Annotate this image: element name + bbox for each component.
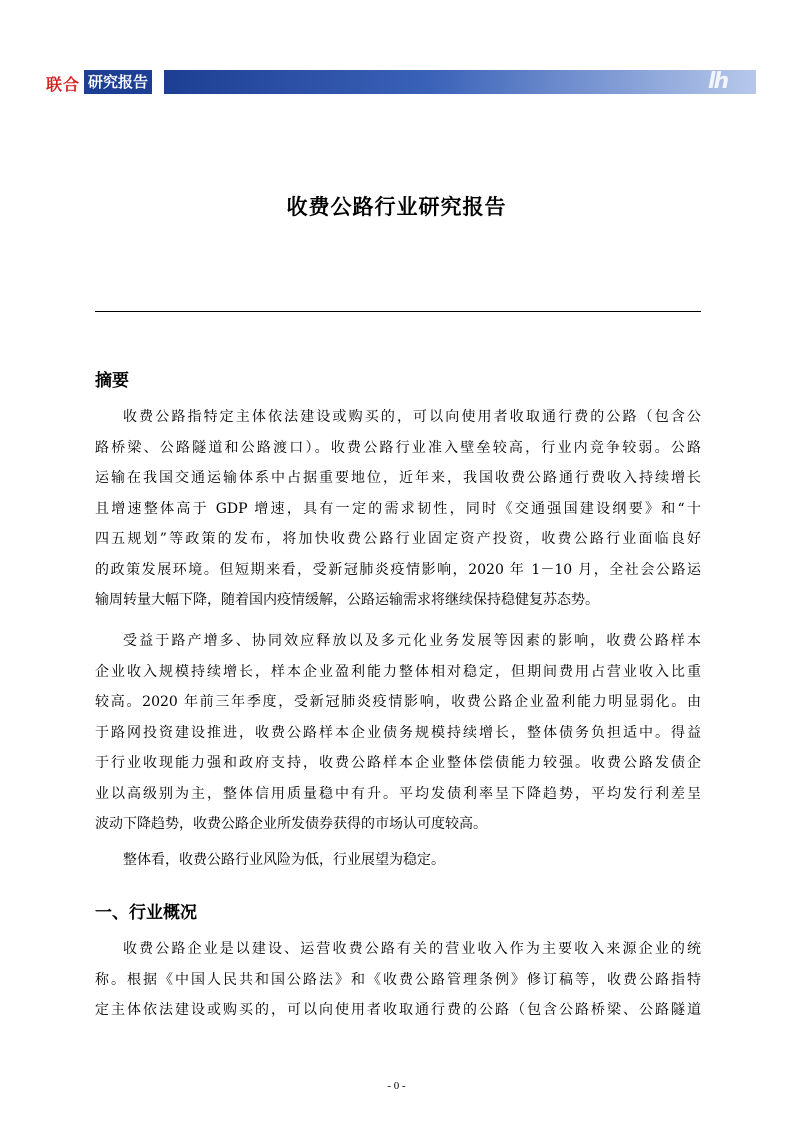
text-line: 路桥梁、公路隧道和公路渡口）。收费公路行业准入壁垒较高，行业内竞争较弱。公路	[95, 439, 701, 456]
text-line: 于行业收现能力强和政府支持，收费公路样本企业整体偿债能力较强。收费公路发债企	[95, 755, 701, 771]
abstract-heading: 摘要	[95, 371, 129, 391]
company-logo-icon: lh	[708, 69, 728, 94]
text-line: 运输在我国交通运输体系中占据重要地位，近年来，我国收费公路通行费收入持续增长	[95, 470, 701, 486]
page-number: - 0 -	[387, 1080, 406, 1092]
header-banner	[164, 70, 756, 94]
text-line: 的政策发展环境。但短期来看，受新冠肺炎疫情影响，2020 年 1－10 月，全社会公路运	[95, 561, 701, 578]
report-header	[46, 68, 756, 96]
brand-name: 联合	[46, 75, 81, 94]
document-title: 收费公路行业研究报告	[286, 195, 507, 219]
text-line: 收费公路企业是以建设、运营收费公路有关的营业收入作为主要收入来源企业的统	[123, 941, 701, 957]
text-line: 受益于路产增多、协同效应释放以及多元化业务发展等因素的影响，收费公路样本	[123, 633, 701, 649]
text-line: 定主体依法建设或购买的，可以向使用者收取通行费的公路（包含公路桥梁、公路隧道	[95, 1002, 701, 1018]
text-line: 业以高级别为主，整体信用质量稳中有升。平均发债利率呈下降趋势，平均发行利差呈	[95, 785, 701, 802]
text-line: 收费公路指特定主体依法建设或购买的，可以向使用者收取通行费的公路（包含公	[123, 409, 701, 425]
text-line: 四五规划”等政策的发布，将加快收费公路行业固定资产投资，收费公路行业面临良好	[95, 531, 701, 547]
section-1-heading: 一、行业概况	[95, 903, 197, 923]
text-line: 于路网投资建设推进，收费公路样本企业债务规模持续增长，整体债务负担适中。得益	[95, 724, 701, 741]
text-line: 称。根据《中国人民共和国公路法》和《收费公路管理条例》修订稿等，收费公路指特	[95, 971, 701, 988]
abstract-paragraph-1	[95, 402, 701, 616]
text-line: 输周转量大幅下降，随着国内疫情缓解，公路运输需求将继续保持稳健复苏态势。	[95, 592, 599, 608]
text-line: 企业收入规模持续增长，样本企业盈利能力整体相对稳定，但期间费用占营业收入比重	[95, 663, 701, 680]
title-divider	[95, 311, 701, 312]
text-line: 且增速整体高于 GDP 增速，具有一定的需求韧性，同时《交通强国建设纲要》和“十	[95, 500, 701, 517]
text-line: 整体看，收费公路行业风险为低，行业展望为稳定。	[123, 852, 445, 868]
text-line: 较高。2020 年前三年季度，受新冠肺炎疫情影响，收费公路企业盈利能力明显弱化。由	[95, 694, 701, 710]
abstract-paragraph-3	[95, 845, 701, 876]
section-1-paragraph	[95, 934, 701, 1026]
brand-report-label: 研究报告	[84, 70, 152, 94]
abstract-paragraph-2	[95, 626, 701, 840]
text-line: 波动下降趋势，收费公路企业所发债券获得的市场认可度较高。	[95, 816, 487, 832]
